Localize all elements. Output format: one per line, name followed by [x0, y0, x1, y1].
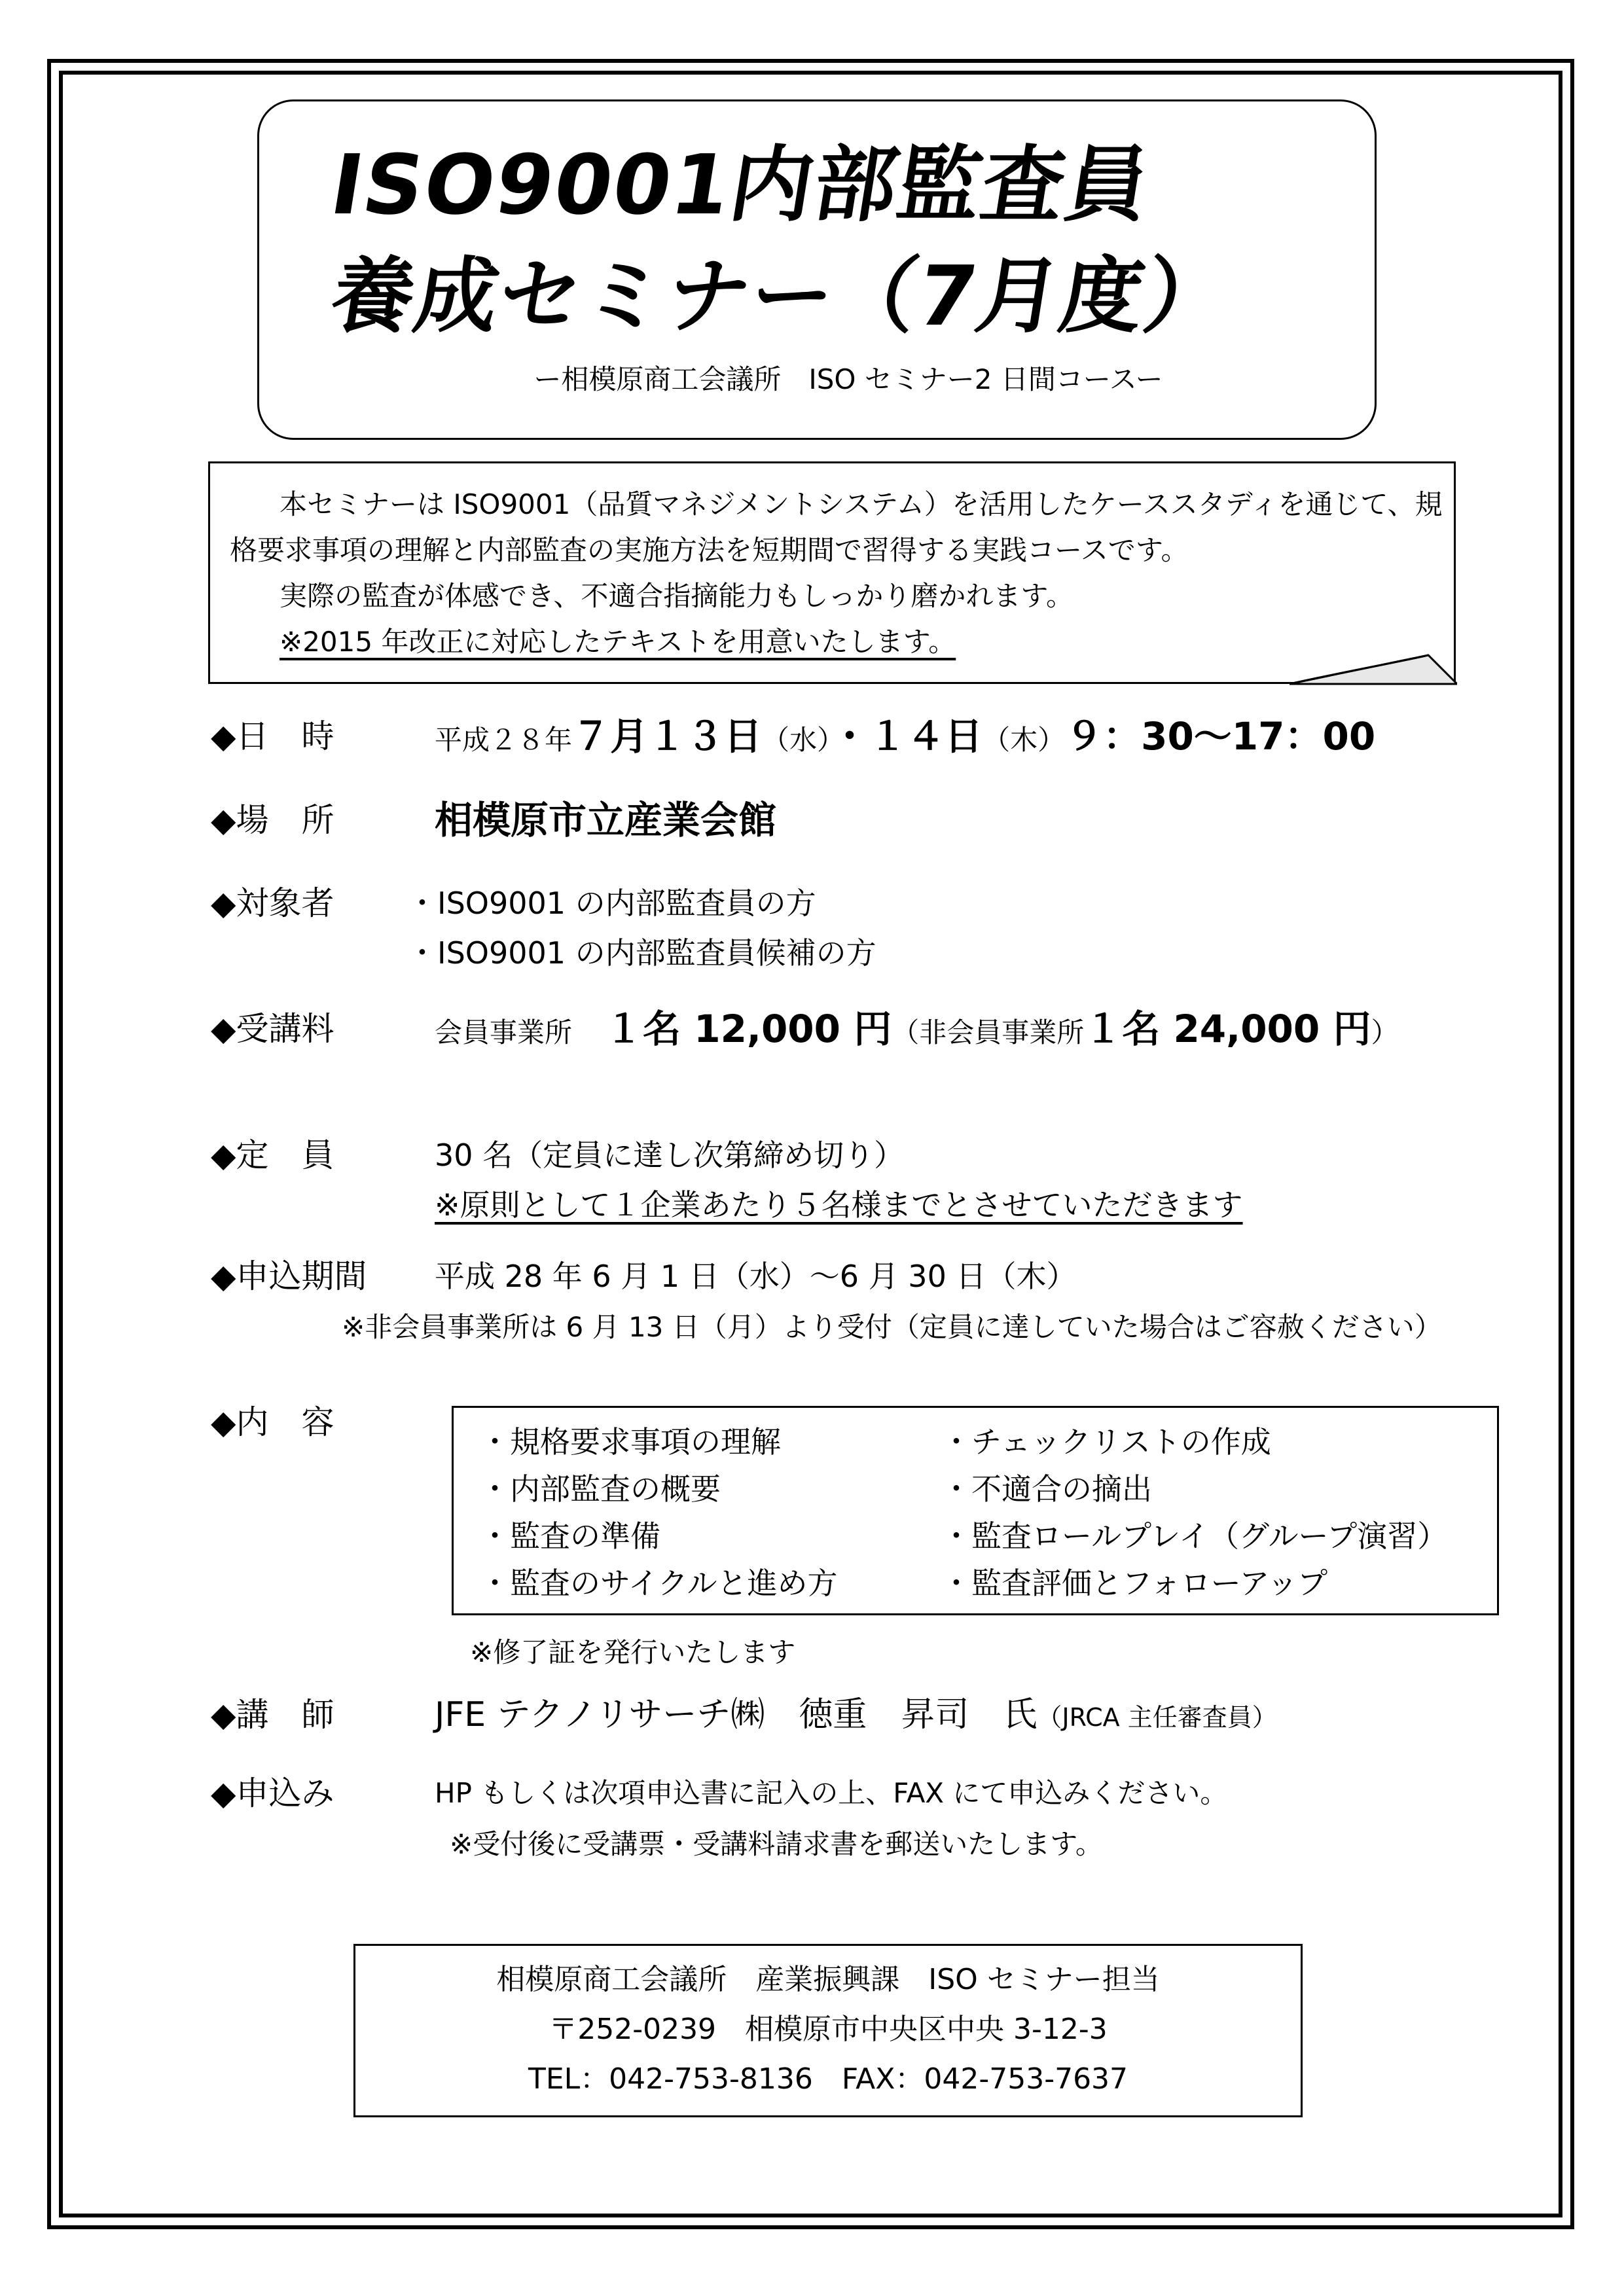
content-right-item-1: ・チェックリストの作成 [941, 1424, 1271, 1460]
datetime-time: ９：30〜17：00 [1065, 714, 1376, 759]
instructor-title: （JRCA 主任審査員） [1037, 1703, 1277, 1732]
intro-box [208, 461, 1456, 684]
title-box [257, 99, 1377, 440]
application-value: HP もしくは次項申込書に記入の上、FAX にて申込みください。 [435, 1777, 1228, 1809]
title-subtitle: ー相模原商工会議所 ISO セミナー2 日間コースー [533, 363, 1163, 395]
contact-box [353, 1944, 1303, 2117]
instructor-label: ◆講 師 [211, 1696, 334, 1734]
content-left-item-4: ・監査のサイクルと進め方 [480, 1566, 838, 1601]
contact-line-3: TEL：042-753-8136 FAX：042-753-7637 [528, 2062, 1128, 2096]
content-box [452, 1406, 1499, 1615]
datetime-era: 平成２８年 [435, 724, 573, 756]
contact-line-2: 〒252-0239 相模原市中央区中央 3-12-3 [549, 2013, 1108, 2046]
content-left-item-2: ・内部監査の概要 [480, 1471, 721, 1507]
intro-line-4: ※2015 年改正に対応したテキストを用意いたします。 [280, 626, 956, 658]
target-label: ◆対象者 [211, 884, 334, 922]
datetime-label: ◆日 時 [211, 717, 334, 755]
content-right-item-3: ・監査ロールプレイ（グループ演習） [941, 1518, 1448, 1554]
contact-line-1: 相模原商工会議所 産業振興課 ISO セミナー担当 [496, 1963, 1160, 1996]
intro-line-2: 格要求事項の理解と内部監査の実施方法を短期間で習得する実践コースです。 [230, 534, 1189, 566]
datetime-day2-dow: （木） [983, 724, 1066, 756]
title-line-1: ISO9001内部監査員 [324, 137, 1158, 233]
fee-member-price: １名 12,000 円 [605, 1007, 892, 1051]
fee-nonmember-price: １名 24,000 円 [1084, 1007, 1371, 1051]
capacity-label: ◆定 員 [211, 1136, 334, 1174]
target-item-2: ・ISO9001 の内部監査員候補の方 [407, 935, 876, 971]
content-note: ※修了証を発行いたします [470, 1636, 796, 1668]
content-label: ◆内 容 [211, 1403, 334, 1441]
page-curl-icon [1290, 653, 1457, 687]
venue-value: 相模原市立産業会館 [435, 798, 777, 842]
fee-paren-open: （ [892, 1016, 920, 1049]
venue-label: ◆場 所 [211, 801, 334, 839]
target-item-1: ・ISO9001 の内部監査員の方 [407, 886, 816, 921]
datetime-day1-dow: （水） [762, 724, 831, 756]
capacity-note: ※原則として１企業あたり５名様までとさせていただきます [435, 1187, 1243, 1223]
fee-nonmember-label: 非会員事業所 [919, 1016, 1085, 1049]
capacity-value: 30 名（定員に達し次第締め切り） [435, 1138, 905, 1173]
application-label: ◆申込み [211, 1774, 334, 1812]
period-value: 平成 28 年 6 月 1 日（水）〜6 月 30 日（木） [435, 1259, 1077, 1294]
datetime-day1: ７月１３日 [572, 714, 763, 759]
intro-line-1: 本セミナーは ISO9001（品質マネジメントシステム）を活用したケーススタディを通じて、規 [280, 488, 1443, 520]
intro-text [230, 482, 1447, 665]
content-right-item-4: ・監査評価とフォローアップ [941, 1566, 1328, 1601]
datetime-day2: １４日 [869, 714, 983, 759]
instructor-value: JFE テクノリサーチ㈱ 徳重 昇司 氏 [435, 1695, 1038, 1734]
period-note: ※非会員事業所は 6 月 13 日（月）より受付（定員に達していた場合はご容赦ください） [342, 1311, 1442, 1343]
content-left-item-1: ・規格要求事項の理解 [480, 1424, 781, 1460]
fee-member-label: 会員事業所 [435, 1016, 573, 1049]
fee-paren-close: ） [1371, 1016, 1399, 1049]
content-left-item-3: ・監査の準備 [480, 1518, 660, 1554]
intro-line-3: 実際の監査が体感でき、不適合指摘能力もしっかり磨かれます。 [280, 580, 1074, 612]
title-line-2: 養成セミナー（7月度） [324, 248, 1236, 344]
fee-label: ◆受講料 [211, 1010, 334, 1048]
content-right-item-2: ・不適合の摘出 [941, 1471, 1152, 1507]
datetime-separator: ・ [831, 714, 869, 759]
period-label: ◆申込期間 [211, 1257, 367, 1295]
application-note: ※受付後に受講票・受講料請求書を郵送いたします。 [450, 1828, 1103, 1860]
